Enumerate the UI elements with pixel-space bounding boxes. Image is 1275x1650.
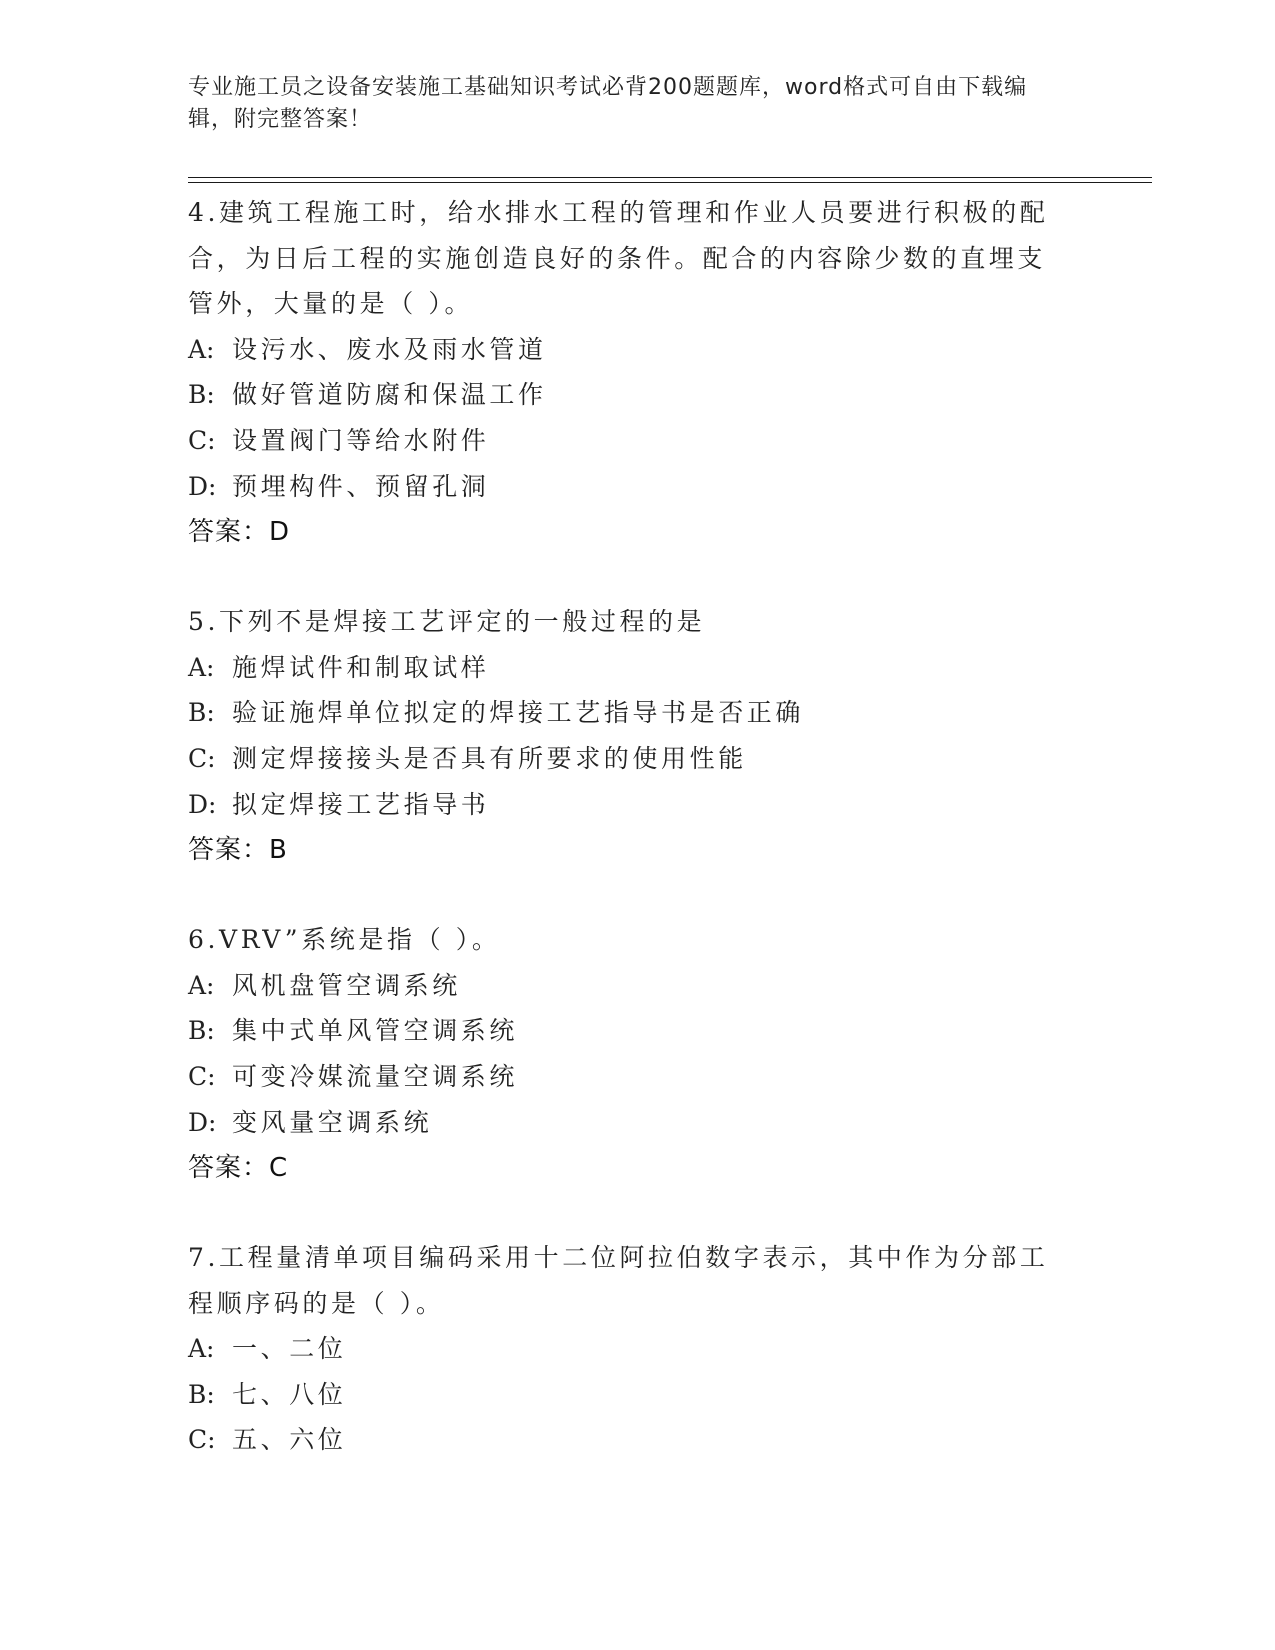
option-label: D: [188, 789, 217, 819]
option-label: C: [188, 743, 216, 773]
option-text: 五、六位 [232, 1425, 347, 1455]
option-c [188, 1054, 1088, 1100]
option-label: A: [188, 652, 215, 682]
option-text: 测定焊接接头是否具有所要求的使用性能 [232, 743, 747, 773]
option-label: D: [188, 1107, 217, 1137]
option-label: A: [188, 970, 215, 1000]
option-text: 集中式单风管空调系统 [232, 1016, 519, 1046]
option-text: 做好管道防腐和保温工作 [232, 380, 547, 410]
option-label: D: [188, 471, 217, 501]
question-text-line: 6.VRV”系统是指（ ）。 [188, 925, 501, 955]
option-b [188, 372, 1088, 418]
question-6 [188, 917, 1088, 1191]
option-label: A: [188, 334, 215, 364]
option-d [188, 782, 1088, 828]
question-spacer [188, 1191, 1088, 1235]
document-header: 专业施工员之设备安装施工基础知识考试必背200题题库，word格式可自由下载编辑，附完整答案！ [188, 75, 1028, 132]
option-a [188, 963, 1088, 1009]
answer-line: 答案：C [188, 1153, 289, 1184]
question-spacer [188, 555, 1088, 599]
option-text: 变风量空调系统 [232, 1107, 433, 1137]
option-label: A: [188, 1334, 215, 1364]
question-list [188, 190, 1088, 1463]
answer-line: 答案：D [188, 517, 291, 548]
question-text-line: 合，为日后工程的实施创造良好的条件。配合的内容除少数的直埋支 [188, 243, 1047, 273]
option-a [188, 1326, 1088, 1372]
option-text: 验证施焊单位拟定的焊接工艺指导书是否正确 [232, 698, 805, 728]
option-b [188, 690, 1088, 736]
option-c [188, 1417, 1088, 1463]
option-text: 预埋构件、预留孔洞 [232, 471, 490, 501]
option-text: 可变冷媒流量空调系统 [232, 1061, 519, 1091]
question-text-line: 5.下列不是焊接工艺评定的一般过程的是 [188, 607, 706, 637]
option-text: 设置阀门等给水附件 [232, 425, 490, 455]
option-b [188, 1372, 1088, 1418]
question-text-line: 管外，大量的是（ ）。 [188, 289, 474, 319]
answer-line: 答案：B [188, 835, 288, 866]
option-text: 施焊试件和制取试样 [232, 652, 490, 682]
option-text: 七、八位 [232, 1379, 347, 1409]
option-label: B: [188, 1379, 215, 1409]
option-d [188, 1100, 1088, 1146]
option-label: B: [188, 380, 215, 410]
option-label: C: [188, 425, 216, 455]
option-b [188, 1008, 1088, 1054]
question-4 [188, 190, 1088, 555]
question-7 [188, 1235, 1088, 1463]
option-label: B: [188, 698, 215, 728]
option-text: 一、二位 [232, 1334, 347, 1364]
option-c [188, 418, 1088, 464]
option-a [188, 327, 1088, 373]
option-d [188, 464, 1088, 510]
option-a [188, 645, 1088, 691]
option-c [188, 736, 1088, 782]
option-text: 风机盘管空调系统 [232, 970, 461, 1000]
question-5 [188, 599, 1088, 873]
option-label: C: [188, 1425, 216, 1455]
option-label: C: [188, 1061, 216, 1091]
question-spacer [188, 873, 1088, 917]
question-text-line: 7.工程量清单项目编码采用十二位阿拉伯数字表示，其中作为分部工 [188, 1243, 1049, 1273]
option-label: B: [188, 1016, 215, 1046]
option-text: 设污水、废水及雨水管道 [232, 334, 547, 364]
header-divider-bottom [188, 182, 1152, 183]
question-text-line: 程顺序码的是（ ）。 [188, 1288, 445, 1318]
question-text-line: 4.建筑工程施工时，给水排水工程的管理和作业人员要进行积极的配 [188, 198, 1049, 227]
header-divider-top [188, 177, 1152, 178]
option-text: 拟定焊接工艺指导书 [232, 789, 490, 819]
